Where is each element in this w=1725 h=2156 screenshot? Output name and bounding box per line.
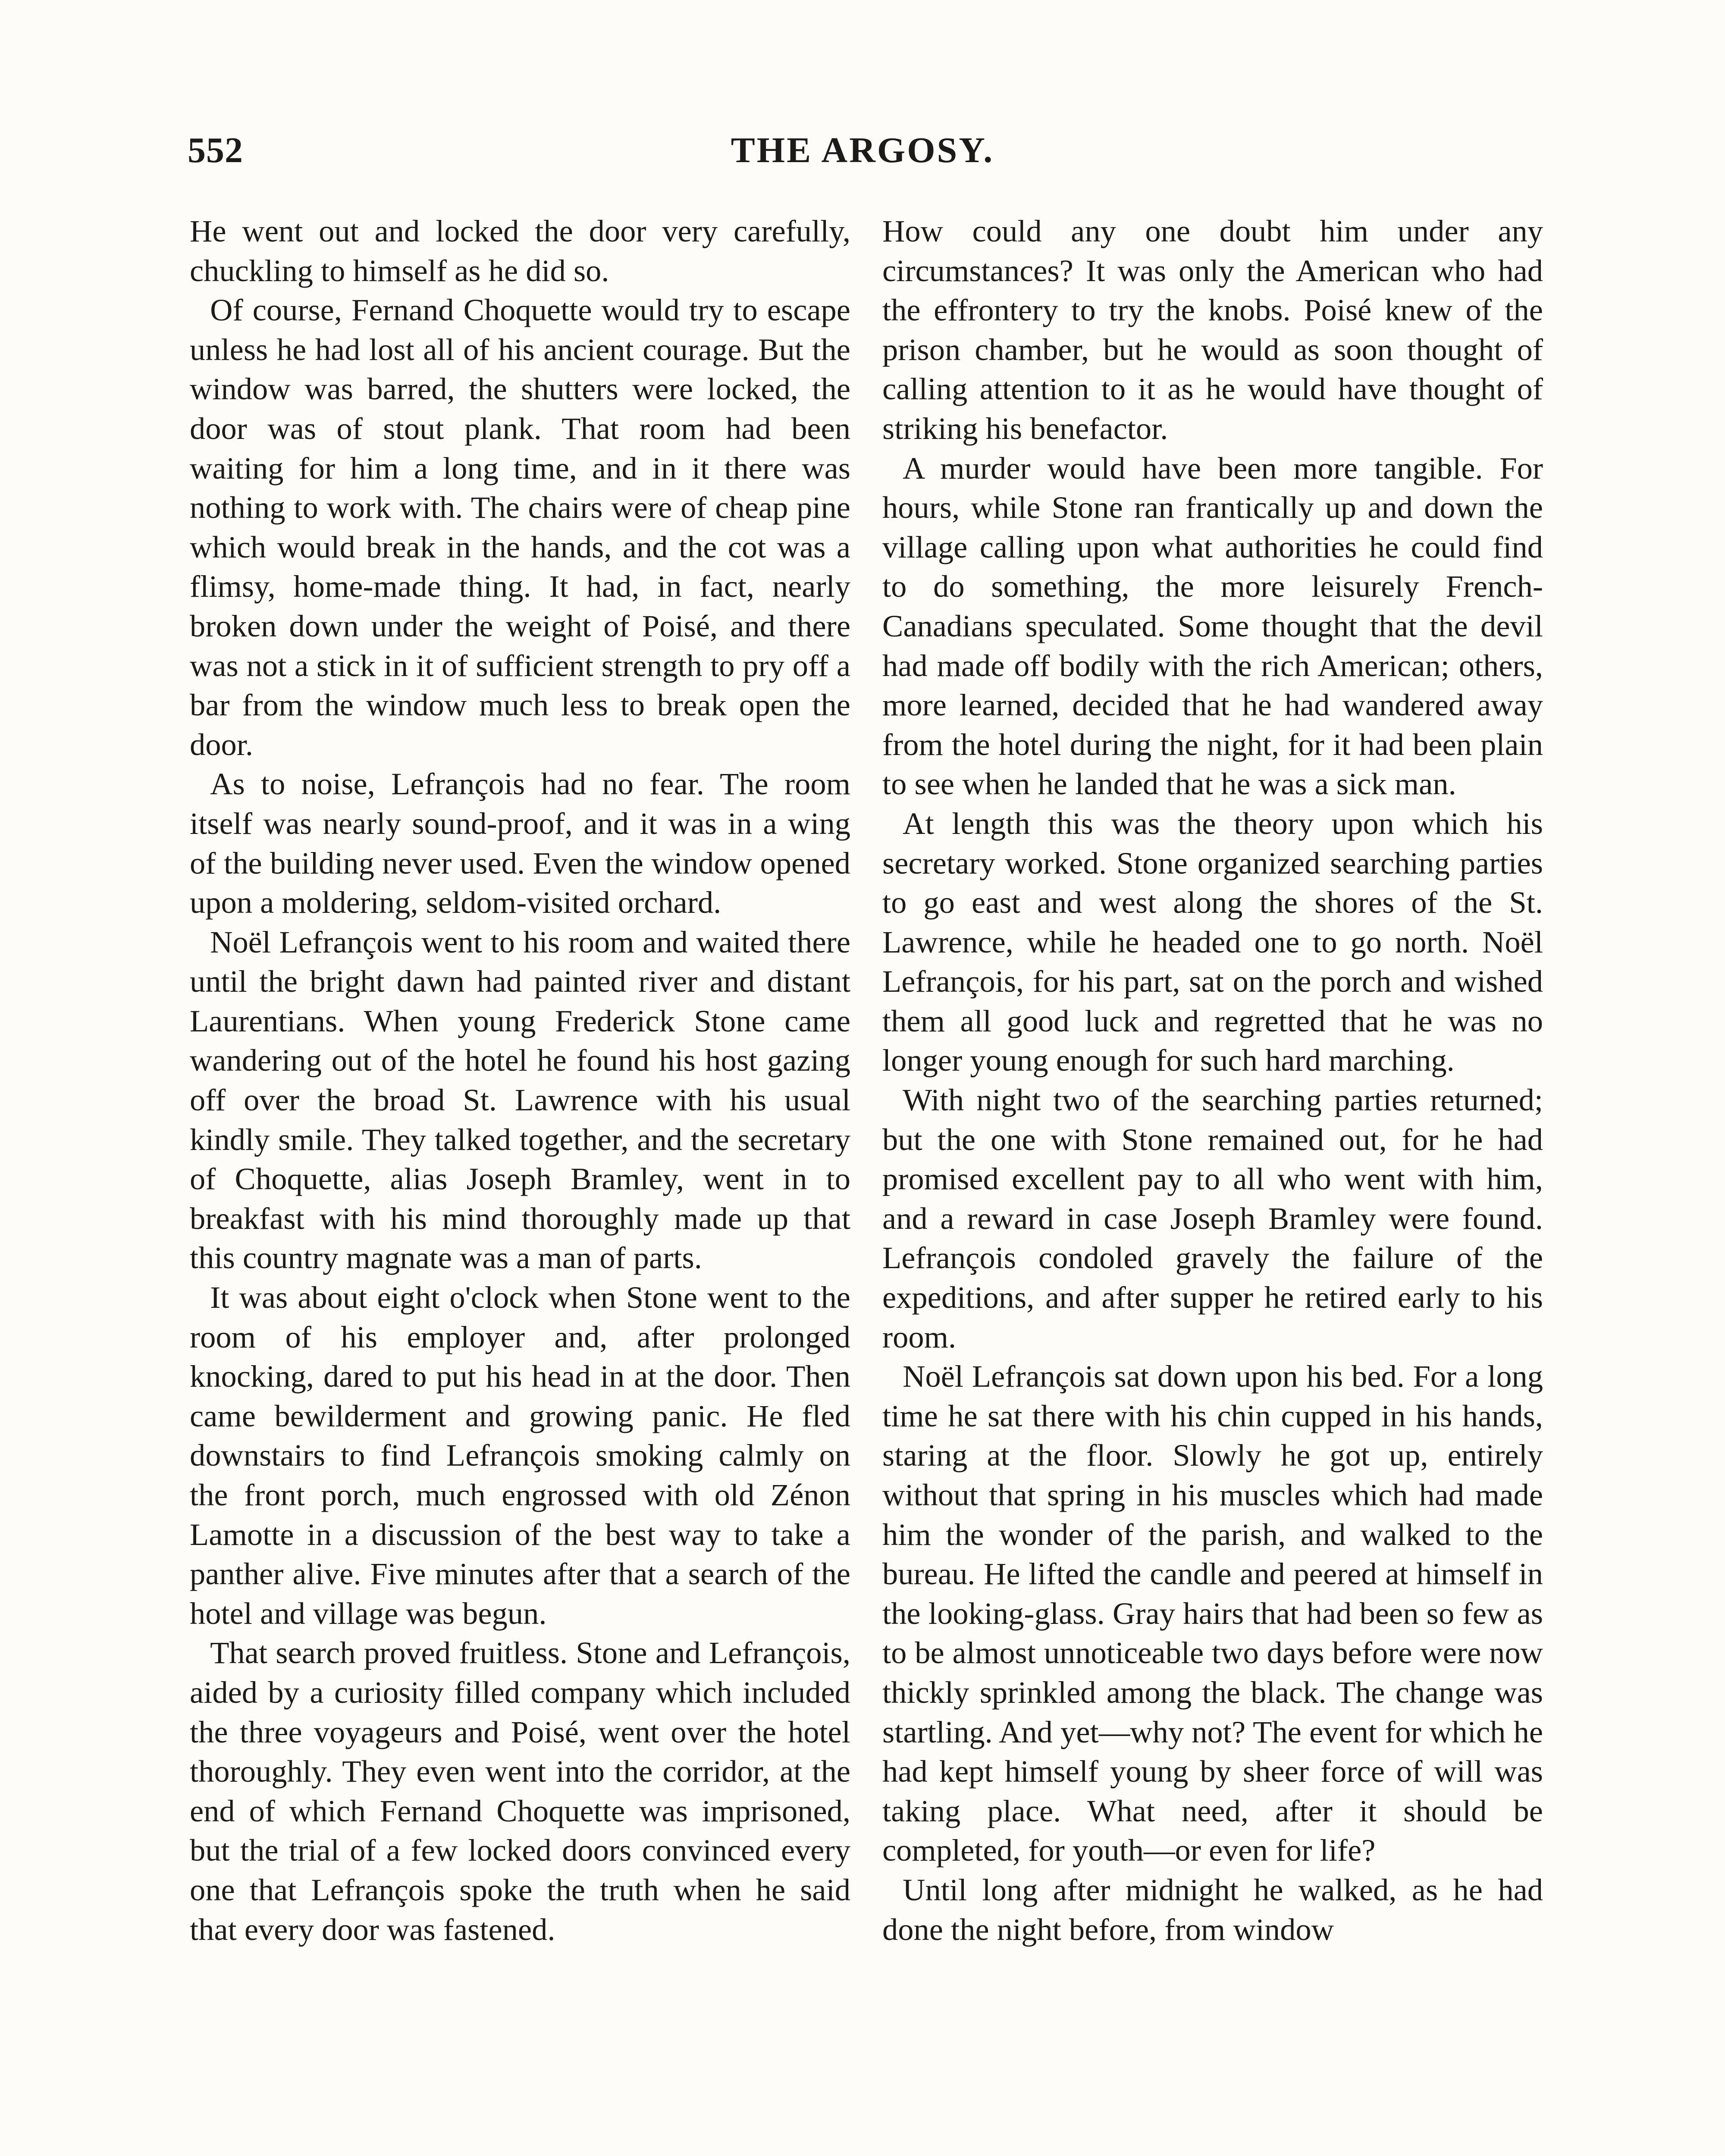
right-column	[882, 211, 1543, 1949]
paragraph: A murder would have been more tangible. For hours, while Stone ran frantically up and down the village calling upon what authorities he could find to do something, the more leisurely French-Canadians speculated. Some thought that the devil had made off bodily with the rich American; others, more learned, decided that he had wandered away from the hotel during the night, for it had been plain to see when he landed that he was a sick man.	[882, 450, 1543, 802]
paragraph: At length this was the theory upon which his secretary worked. Stone organized searching parties to go east and west along the shores of the St. Lawrence, while he headed one to go north. Noël Lefrançois, for his part, sat on the porch and wished them all good luck and regretted that he was no longer young enough for such hard marching.	[882, 805, 1543, 1078]
paragraph: It was about eight o'clock when Stone went to the room of his employer and, after prolonged knocking, dared to put his head in at the door. Then came bewilderment and growing panic. He fled downstairs to find Lefrançois smoking calmly on the front porch, much engrossed with old Zénon Lamotte in a discussion of the best way to take a panther alive. Five minutes after that a search of the hotel and village was begun.	[190, 1280, 850, 1631]
running-head: THE ARGOSY.	[731, 130, 994, 170]
paragraph: He went out and locked the door very carefully, chuckling to himself as he did so.	[190, 213, 850, 288]
paragraph: As to noise, Lefrançois had no fear. The room itself was nearly sound-proof, and it was in a wing of the building never used. Even the window opened upon a moldering, seldom-visited orchard.	[190, 766, 850, 920]
paragraph: Until long after midnight he walked, as he had done the night before, from window	[882, 1872, 1543, 1947]
paragraph: Of course, Fernand Choquette would try to escape unless he had lost all of his ancient courage. But the window was barred, the shutters were locked, the door was of stout plank. That room had been waiting for him a long time, and in it there was nothing to work with. The chairs were of cheap pine which would break in the hands, and the cot was a flimsy, home-made thing. It had, in fact, nearly broken down under the weight of Poisé, and there was not a stick in it of sufficient strength to pry off a bar from the window much less to break open the door.	[190, 292, 850, 762]
paragraph: With night two of the searching parties returned; but the one with Stone remained out, for he had promised excellent pay to all who went with him, and a reward in case Joseph Bramley were found. Lefrançois condoled gravely the failure of the expeditions, and after supper he retired early to his room.	[882, 1082, 1543, 1354]
paragraph: How could any one doubt him under any circumstances? It was only the American who had the effrontery to try the knobs. Poisé knew of the prison chamber, but he would as soon thought of calling attention to it as he would have thought of striking his benefactor.	[882, 213, 1543, 446]
left-column	[190, 211, 850, 1949]
paragraph: Noël Lefrançois sat down upon his bed. For a long time he sat there with his chin cupped in his hands, staring at the floor. Slowly he got up, entirely without that spring in his muscles which had made him the wonder of the parish, and walked to the bureau. He lifted the candle and peered at himself in the looking-glass. Gray hairs that had been so few as to be almost unnoticeable two days before were now thickly sprinkled among the black. The change was startling. And yet—why not? The event for which he had kept himself young by sheer force of will was taking place. What need, after it should be completed, for youth—or even for life?	[882, 1359, 1543, 1868]
page-number: 552	[188, 130, 243, 170]
paragraph: Noël Lefrançois went to his room and waited there until the bright dawn had painted river and distant Laurentians. When young Frederick Stone came wandering out of the hotel he found his host gazing off over the broad St. Lawrence with his usual kindly smile. They talked together, and the secretary of Choquette, alias Joseph Bramley, went in to breakfast with his mind thoroughly made up that this country magnate was a man of parts.	[190, 924, 850, 1275]
paragraph: That search proved fruitless. Stone and Lefrançois, aided by a curiosity filled company which included the three voyageurs and Poisé, went over the hotel thoroughly. They even went into the corridor, at the end of which Fernand Choquette was imprisoned, but the trial of a few locked doors convinced every one that Lefrançois spoke the truth when he said that every door was fastened.	[190, 1635, 850, 1947]
